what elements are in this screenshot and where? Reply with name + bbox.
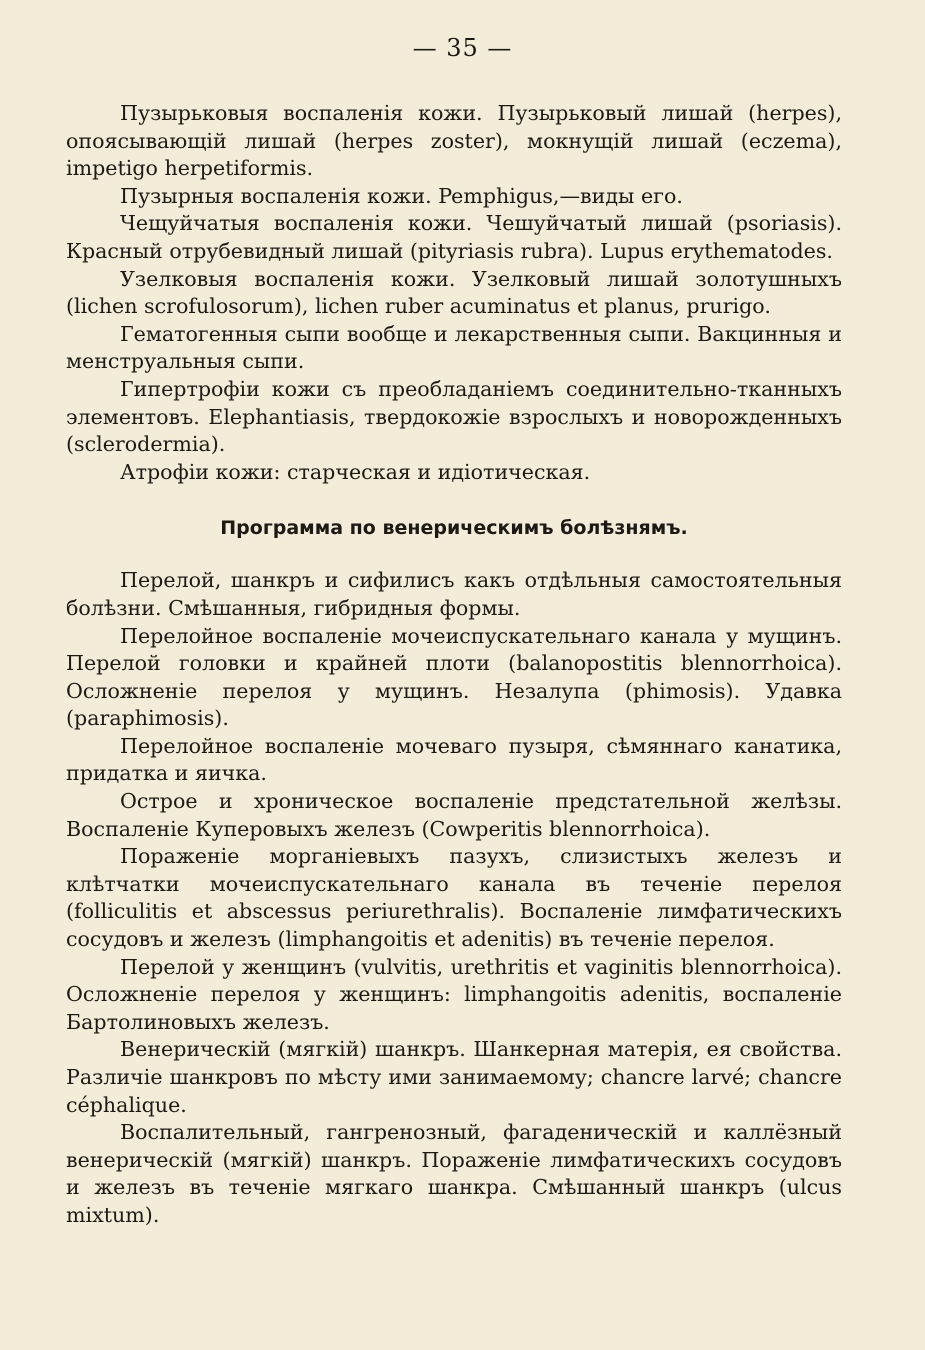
paragraph-pemphigus: Пузырныя воспаленія кожи. Pemphigus,—виды его. [120, 183, 683, 208]
paragraph-scaly-inflammation: Чещуйчатыя воспаленія кожи. Чешуйчатый лишай (psoriasis). Красный отрубевидный лишай (pityriasis rubra). Lupus erythematodes. [66, 211, 842, 263]
page-number: — 35 — [412, 34, 513, 62]
paragraph-skin-atrophy: Атрофіи кожи: старческая и идіотическая. [120, 459, 591, 484]
paragraph-nodular-inflammation: Узелковыя воспаленія кожи. Узелковый лишай золотушныхъ (lichen scrofulosorum), lichen ruber acuminatus et planus, prurigo. [66, 266, 842, 319]
paragraph-hematogenous-rashes: Гематогенныя сыпи вообще и лекарственныя сыпи. Вакцинныя и менструальныя сыпи. [66, 321, 842, 374]
paragraph-chancre-forms: Воспалительный, гангренозный, фагаденическій и каллёзный венерическій (мягкій) шанкръ. Пораженіе лимфатическихъ сосудовъ и железъ въ теченіе мягкаго шанкра. Смѣшанный шанкръ (ulcus mixtum). [66, 1120, 842, 1227]
paragraph-urethral-gonorrhea: Перелойное воспаленіе мочеиспускательнаго канала у мущинъ. Перелой головки и крайней плоти (balanopostitis blennorrhoica). Осложненіе перелоя у мущинъ. Незалупа (phimosis). Удавка (paraphimosis). [66, 623, 842, 731]
skin-diseases-section [66, 100, 842, 486]
paragraph-prostate-inflammation: Острое и хроническое воспаленіе предстательной желѣзы. Воспаленіе Куперовыхъ железъ (Cowperitis blennorrhoica). [66, 789, 842, 841]
paragraph-morgagni-lesions: Пораженіе морганіевыхъ пазухъ, слизистыхъ железъ и клѣтчатки мочеиспускательнаго канала въ теченіе перелоя (folliculitis et abscessus periurethralis). Воспаленіе лимфатическихъ сосудовъ и железъ (limphangoitis et adenitis) въ теченіе перелоя. [66, 844, 842, 952]
paragraph-skin-hypertrophy: Гипертрофіи кожи съ преобладаніемъ соединительно-тканныхъ элементовъ. Elephantiasis, твердокожіе взрослыхъ и новорожденныхъ (sclerodermia). [66, 376, 842, 457]
page-content [66, 100, 842, 1230]
paragraph-vesicular-inflammation: Пузырьковыя воспаленія кожи. Пузырьковый лишай (herpes), опоясывающій лишай (herpes zoster), мокнущій лишай (eczema), impetigo herpetiformis. [66, 101, 842, 181]
venereal-diseases-section [66, 567, 842, 1229]
section-heading: Программа по венерическимъ болѣзнямъ. [220, 517, 688, 540]
paragraph-gonorrhea-chancre-syphilis: Перелой, шанкръ и сифилисъ какъ отдѣльныя самостоятельныя болѣзни. Смѣшанныя, гибридныя формы. [66, 568, 842, 620]
paragraph-female-gonorrhea: Перелой у женщинъ (vulvitis, urethritis et vaginitis blennorrhoica). Осложненіе перелоя у женщинъ: limphangoitis adenitis, воспаленіе Бартолиновыхъ железъ. [66, 954, 842, 1034]
paragraph-bladder-inflammation: Перелойное воспаленіе мочеваго пузыря, сѣмяннаго канатика, придатка и яичка. [66, 733, 842, 786]
paragraph-soft-chancre: Венерическій (мягкій) шанкръ. Шанкерная матерія, ея свойства. Различіе шанкровъ по мѣсту ими занимаемому; chancre larvé; chancre céphalique. [66, 1037, 842, 1117]
